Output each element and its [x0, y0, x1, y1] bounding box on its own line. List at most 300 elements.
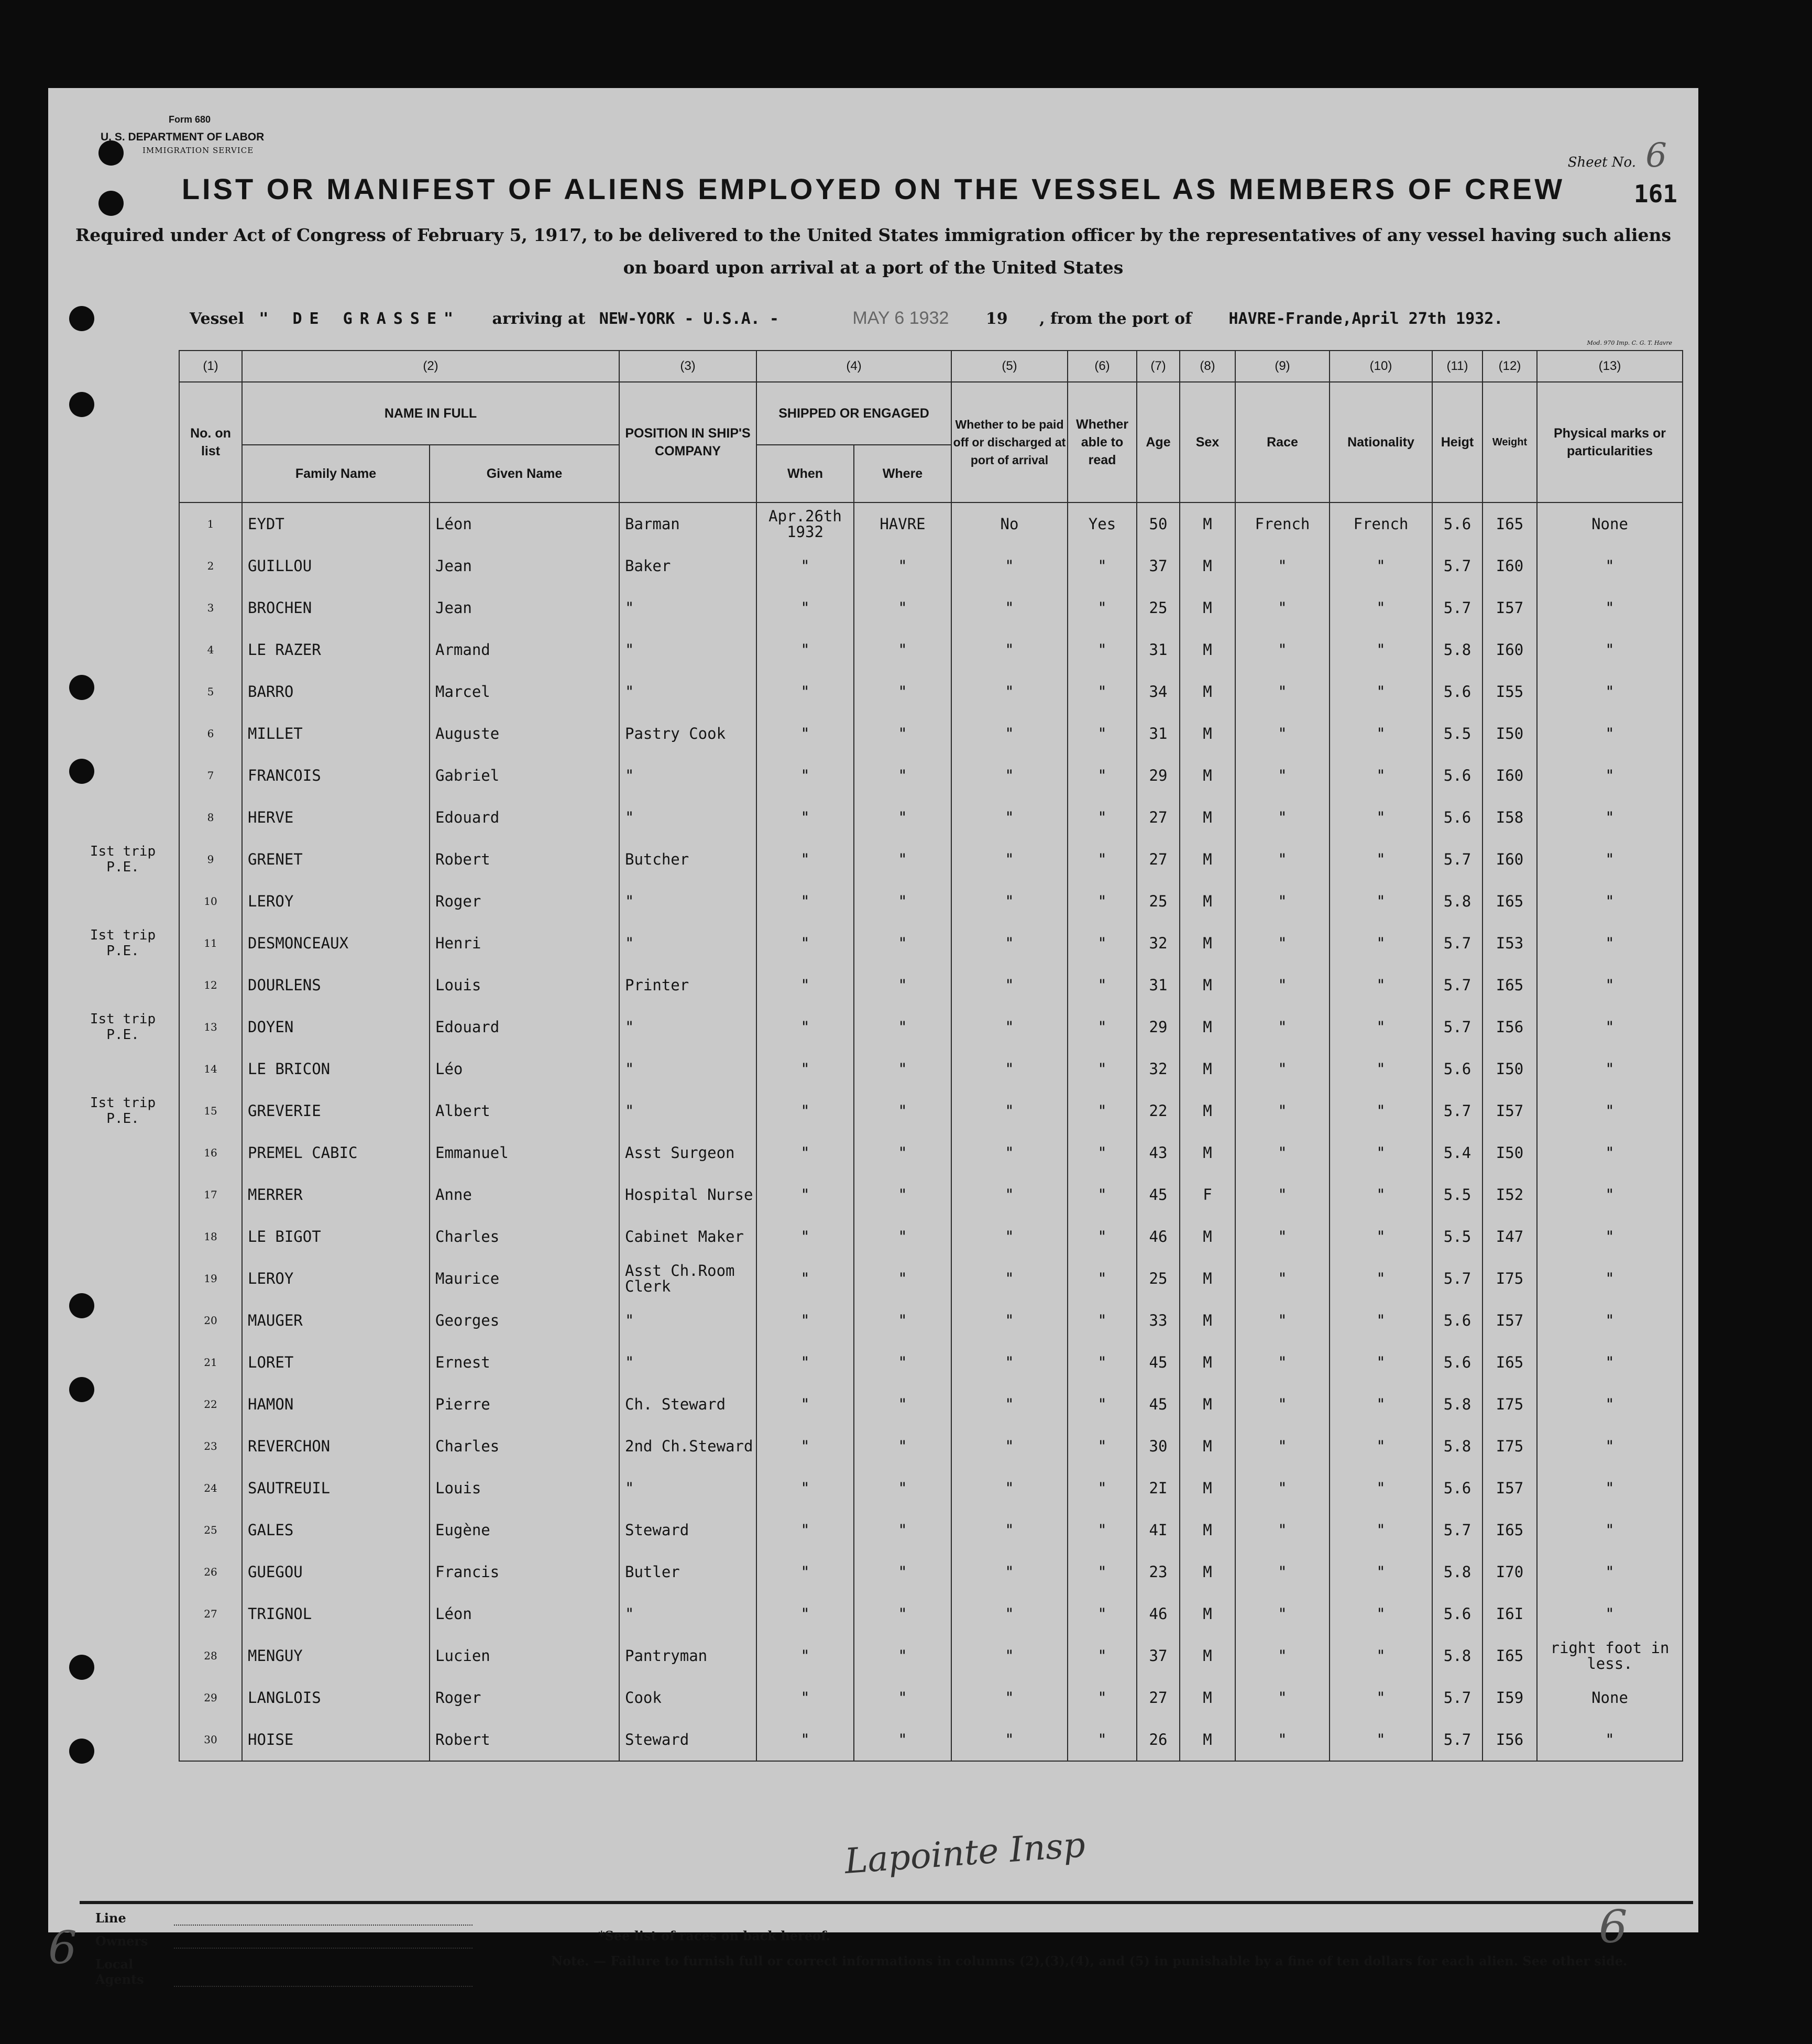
header-given-name: Given Name [430, 445, 619, 502]
family-name: HAMON [242, 1383, 430, 1425]
nationality: " [1330, 1593, 1432, 1635]
margin-note [64, 880, 179, 922]
physical-marks: right foot in less. [1537, 1635, 1683, 1677]
nationality: " [1330, 1719, 1432, 1761]
shipped-when: " [756, 1132, 854, 1174]
crew-rows [64, 502, 1683, 1761]
height: 5.4 [1432, 1132, 1482, 1174]
height: 5.7 [1432, 1258, 1482, 1299]
shipped-where: " [854, 1174, 951, 1216]
arriving-port: NEW-YORK - U.S.A. - [599, 310, 779, 328]
race: " [1235, 1216, 1330, 1258]
row-number: 29 [179, 1677, 242, 1719]
table-row [64, 880, 1683, 922]
shipped-where: " [854, 1635, 951, 1677]
position: Butcher [619, 838, 756, 880]
height: 5.6 [1432, 796, 1482, 838]
row-number: 2 [179, 545, 242, 587]
physical-marks: " [1537, 1048, 1683, 1090]
row-number: 17 [179, 1174, 242, 1216]
nationality: " [1330, 1425, 1432, 1467]
nationality: French [1330, 502, 1432, 545]
sex: M [1180, 1006, 1235, 1048]
position: Pantryman [619, 1635, 756, 1677]
given-name: Louis [430, 964, 619, 1006]
height: 5.5 [1432, 713, 1482, 755]
given-name: Pierre [430, 1383, 619, 1425]
family-name: FRANCOIS [242, 755, 430, 796]
given-name: Roger [430, 1677, 619, 1719]
height: 5.6 [1432, 1299, 1482, 1341]
able-to-read: " [1068, 1719, 1137, 1761]
header-race: Race [1235, 382, 1330, 502]
race: " [1235, 1090, 1330, 1132]
position: Asst Surgeon [619, 1132, 756, 1174]
row-number: 18 [179, 1216, 242, 1258]
sex: M [1180, 587, 1235, 629]
age: 46 [1137, 1216, 1180, 1258]
nationality: " [1330, 1551, 1432, 1593]
height: 5.7 [1432, 922, 1482, 964]
age: 32 [1137, 922, 1180, 964]
nationality: " [1330, 1048, 1432, 1090]
sex: M [1180, 1425, 1235, 1467]
age: 31 [1137, 964, 1180, 1006]
shipped-where: " [854, 1551, 951, 1593]
family-name: LEROY [242, 1258, 430, 1299]
height: 5.8 [1432, 1383, 1482, 1425]
given-name: Léon [430, 502, 619, 545]
weight: I59 [1482, 1677, 1537, 1719]
position: Steward [619, 1719, 756, 1761]
paid-off: " [951, 1299, 1068, 1341]
table-row [64, 1551, 1683, 1593]
paid-off: " [951, 755, 1068, 796]
paid-off: " [951, 1719, 1068, 1761]
height: 5.8 [1432, 1635, 1482, 1677]
paid-off: " [951, 671, 1068, 713]
sex: M [1180, 1635, 1235, 1677]
weight: I60 [1482, 755, 1537, 796]
position: " [619, 922, 756, 964]
given-name: Jean [430, 587, 619, 629]
sex: M [1180, 1719, 1235, 1761]
age: 27 [1137, 838, 1180, 880]
table-row [64, 1048, 1683, 1090]
given-name: Georges [430, 1299, 619, 1341]
race: " [1235, 964, 1330, 1006]
header-able-to-read: Whether able to read [1068, 382, 1137, 502]
race: " [1235, 1635, 1330, 1677]
sheet-label: Sheet No. [1567, 155, 1637, 170]
age: 31 [1137, 713, 1180, 755]
nationality: " [1330, 629, 1432, 671]
family-name: LEROY [242, 880, 430, 922]
family-name: GUILLOU [242, 545, 430, 587]
row-number: 7 [179, 755, 242, 796]
able-to-read: " [1068, 1216, 1137, 1258]
footer-line [95, 1910, 473, 1926]
row-number: 24 [179, 1467, 242, 1509]
height: 5.6 [1432, 755, 1482, 796]
given-name: Charles [430, 1216, 619, 1258]
nationality: " [1330, 755, 1432, 796]
family-name: DESMONCEAUX [242, 922, 430, 964]
shipped-when: " [756, 1425, 854, 1467]
shipped-when: " [756, 838, 854, 880]
given-name: Louis [430, 1467, 619, 1509]
shipped-when: " [756, 1090, 854, 1132]
able-to-read: " [1068, 1090, 1137, 1132]
shipped-where: " [854, 1467, 951, 1509]
sex: M [1180, 502, 1235, 545]
age: 22 [1137, 1090, 1180, 1132]
weight: I53 [1482, 922, 1537, 964]
family-name: LE RAZER [242, 629, 430, 671]
physical-marks: " [1537, 796, 1683, 838]
position: Cook [619, 1677, 756, 1719]
owners-label: Owners [95, 1933, 148, 1949]
sex: M [1180, 880, 1235, 922]
shipped-when: " [756, 755, 854, 796]
height: 5.7 [1432, 1719, 1482, 1761]
position: " [619, 629, 756, 671]
given-name: Léon [430, 1593, 619, 1635]
row-number: 10 [179, 880, 242, 922]
shipped-when: " [756, 1341, 854, 1383]
paid-off: " [951, 1258, 1068, 1299]
physical-marks: " [1537, 1467, 1683, 1509]
row-number: 5 [179, 671, 242, 713]
shipped-where: " [854, 880, 951, 922]
height: 5.6 [1432, 1341, 1482, 1383]
table-row [64, 1383, 1683, 1425]
table-row [64, 1635, 1683, 1677]
paid-off: " [951, 629, 1068, 671]
given-name: Léo [430, 1048, 619, 1090]
nationality: " [1330, 1006, 1432, 1048]
shipped-when: " [756, 713, 854, 755]
age: 43 [1137, 1132, 1180, 1174]
weight: I55 [1482, 671, 1537, 713]
height: 5.8 [1432, 880, 1482, 922]
nationality: " [1330, 796, 1432, 838]
col-num-4: (4) [756, 351, 951, 382]
able-to-read: " [1068, 671, 1137, 713]
able-to-read: " [1068, 880, 1137, 922]
row-number: 19 [179, 1258, 242, 1299]
given-name: Robert [430, 1719, 619, 1761]
from-port: HAVRE-Frande,April 27th 1932. [1228, 310, 1503, 328]
family-name: MILLET [242, 713, 430, 755]
row-number: 28 [179, 1635, 242, 1677]
able-to-read: " [1068, 1635, 1137, 1677]
race: " [1235, 1425, 1330, 1467]
margin-note [64, 1551, 179, 1593]
header-no-on-list: No. on list [179, 382, 242, 502]
sex: F [1180, 1174, 1235, 1216]
shipped-when: " [756, 796, 854, 838]
row-number: 14 [179, 1048, 242, 1090]
shipped-when: " [756, 1677, 854, 1719]
header-when: When [756, 445, 854, 502]
height: 5.7 [1432, 1090, 1482, 1132]
table-row [64, 671, 1683, 713]
margin-note [64, 1593, 179, 1635]
family-name: GREVERIE [242, 1090, 430, 1132]
margin-note [64, 1677, 179, 1719]
weight: I50 [1482, 713, 1537, 755]
table-row [64, 796, 1683, 838]
row-number: 27 [179, 1593, 242, 1635]
table-row [64, 1132, 1683, 1174]
position: " [619, 755, 756, 796]
row-number: 30 [179, 1719, 242, 1761]
family-name: LORET [242, 1341, 430, 1383]
col-num-6: (6) [1068, 351, 1137, 382]
given-name: Maurice [430, 1258, 619, 1299]
paid-off: " [951, 587, 1068, 629]
nationality: " [1330, 1467, 1432, 1509]
shipped-when: " [756, 964, 854, 1006]
sheet-number: 6 [1645, 136, 1667, 175]
family-name: BROCHEN [242, 587, 430, 629]
nationality: " [1330, 587, 1432, 629]
header-age: Age [1137, 382, 1180, 502]
position: Asst Ch.Room Clerk [619, 1258, 756, 1299]
paid-off: " [951, 1593, 1068, 1635]
shipped-when: " [756, 922, 854, 964]
family-name: MERRER [242, 1174, 430, 1216]
physical-marks: " [1537, 1341, 1683, 1383]
height: 5.6 [1432, 1593, 1482, 1635]
shipped-when: " [756, 587, 854, 629]
race: " [1235, 587, 1330, 629]
shipped-when: " [756, 545, 854, 587]
weight: I60 [1482, 545, 1537, 587]
date-stamp: MAY 6 1932 [852, 308, 949, 328]
table-row [64, 1090, 1683, 1132]
position: " [619, 1090, 756, 1132]
physical-marks: " [1537, 629, 1683, 671]
position: Pastry Cook [619, 713, 756, 755]
physical-marks: None [1537, 1677, 1683, 1719]
given-name: Auguste [430, 713, 619, 755]
family-name: BARRO [242, 671, 430, 713]
punch-hole [69, 306, 94, 331]
margin-note [64, 1383, 179, 1425]
paid-off: No [951, 502, 1068, 545]
shipped-when: " [756, 1551, 854, 1593]
race: " [1235, 713, 1330, 755]
row-number: 6 [179, 713, 242, 755]
table-row [64, 502, 1683, 545]
given-name: Emmanuel [430, 1132, 619, 1174]
physical-marks: " [1537, 587, 1683, 629]
margin-note [64, 1132, 179, 1174]
weight: I75 [1482, 1383, 1537, 1425]
table-row [64, 629, 1683, 671]
age: 50 [1137, 502, 1180, 545]
header-position: POSITION IN SHIP'S COMPANY [619, 382, 756, 502]
weight: I57 [1482, 1090, 1537, 1132]
col-num-3: (3) [619, 351, 756, 382]
row-number: 3 [179, 587, 242, 629]
race: " [1235, 838, 1330, 880]
age: 29 [1137, 1006, 1180, 1048]
physical-marks: " [1537, 671, 1683, 713]
sex: M [1180, 1132, 1235, 1174]
print-mark: Mod. 970 Imp. C. G. T. Havre [1587, 340, 1672, 346]
height: 5.5 [1432, 1174, 1482, 1216]
weight: I60 [1482, 629, 1537, 671]
age: 25 [1137, 880, 1180, 922]
position: 2nd Ch.Steward [619, 1425, 756, 1467]
height: 5.7 [1432, 545, 1482, 587]
shipped-when: " [756, 880, 854, 922]
shipped-where: " [854, 838, 951, 880]
paid-off: " [951, 545, 1068, 587]
shipped-where: " [854, 1132, 951, 1174]
table-row [64, 1174, 1683, 1216]
paid-off: " [951, 1383, 1068, 1425]
row-number: 22 [179, 1383, 242, 1425]
age: 27 [1137, 796, 1180, 838]
able-to-read: " [1068, 713, 1137, 755]
age: 34 [1137, 671, 1180, 713]
header-weight: Weight [1482, 382, 1537, 502]
nationality: " [1330, 1509, 1432, 1551]
margin-note [64, 964, 179, 1006]
paid-off: " [951, 1677, 1068, 1719]
row-number: 11 [179, 922, 242, 964]
col-num-9: (9) [1235, 351, 1330, 382]
race: " [1235, 755, 1330, 796]
physical-marks: " [1537, 1509, 1683, 1551]
position: Ch. Steward [619, 1383, 756, 1425]
weight: I56 [1482, 1719, 1537, 1761]
table-row [64, 838, 1683, 880]
position: " [619, 796, 756, 838]
shipped-when: " [756, 1509, 854, 1551]
margin-note [64, 671, 179, 713]
shipped-when: " [756, 1593, 854, 1635]
physical-marks: " [1537, 1551, 1683, 1593]
stamp-number: 161 [1633, 180, 1677, 208]
paid-off: " [951, 1216, 1068, 1258]
age: 2I [1137, 1467, 1180, 1509]
margin-note [64, 713, 179, 755]
shipped-when: " [756, 671, 854, 713]
shipped-where: " [854, 1090, 951, 1132]
sex: M [1180, 1509, 1235, 1551]
race: " [1235, 922, 1330, 964]
physical-marks: " [1537, 838, 1683, 880]
table-row [64, 1593, 1683, 1635]
given-name: Gabriel [430, 755, 619, 796]
age: 4I [1137, 1509, 1180, 1551]
header-nationality: Nationality [1330, 382, 1432, 502]
family-name: TRIGNOL [242, 1593, 430, 1635]
shipped-when: " [756, 1635, 854, 1677]
position: Cabinet Maker [619, 1216, 756, 1258]
sex: M [1180, 1048, 1235, 1090]
given-name: Armand [430, 629, 619, 671]
margin-note [64, 1258, 179, 1299]
paid-off: " [951, 1425, 1068, 1467]
col-num-11: (11) [1432, 351, 1482, 382]
shipped-where: " [854, 1593, 951, 1635]
height: 5.7 [1432, 964, 1482, 1006]
paid-off: " [951, 1090, 1068, 1132]
shipped-where: " [854, 545, 951, 587]
margin-note [64, 587, 179, 629]
service-name: IMMIGRATION SERVICE [142, 146, 254, 155]
race: " [1235, 1174, 1330, 1216]
weight: I57 [1482, 587, 1537, 629]
sex: M [1180, 1677, 1235, 1719]
nationality: " [1330, 1299, 1432, 1341]
able-to-read: " [1068, 1132, 1137, 1174]
row-number: 4 [179, 629, 242, 671]
age: 29 [1137, 755, 1180, 796]
given-name: Francis [430, 1551, 619, 1593]
margin-note [64, 1635, 179, 1677]
given-name: Charles [430, 1425, 619, 1467]
family-name: GALES [242, 1509, 430, 1551]
shipped-when: " [756, 629, 854, 671]
able-to-read: " [1068, 838, 1137, 880]
nationality: " [1330, 671, 1432, 713]
race: " [1235, 1383, 1330, 1425]
col-num-10: (10) [1330, 351, 1432, 382]
position: " [619, 1467, 756, 1509]
able-to-read: " [1068, 755, 1137, 796]
position: " [619, 671, 756, 713]
weight: I65 [1482, 502, 1537, 545]
weight: I65 [1482, 1509, 1537, 1551]
able-to-read: " [1068, 1467, 1137, 1509]
shipped-when: " [756, 1719, 854, 1761]
height: 5.8 [1432, 629, 1482, 671]
table-row [64, 964, 1683, 1006]
arriving-label: arriving at [492, 310, 586, 328]
given-name: Edouard [430, 1006, 619, 1048]
height: 5.7 [1432, 838, 1482, 880]
race: " [1235, 1677, 1330, 1719]
margin-note [64, 629, 179, 671]
margin-note [64, 1425, 179, 1467]
race: " [1235, 629, 1330, 671]
given-name: Marcel [430, 671, 619, 713]
col-num-7: (7) [1137, 351, 1180, 382]
table-row [64, 1258, 1683, 1299]
margin-note [64, 545, 179, 587]
given-name: Albert [430, 1090, 619, 1132]
physical-marks: " [1537, 1132, 1683, 1174]
position: " [619, 1299, 756, 1341]
physical-marks: " [1537, 545, 1683, 587]
sex: M [1180, 1299, 1235, 1341]
sex: M [1180, 838, 1235, 880]
height: 5.7 [1432, 1006, 1482, 1048]
weight: I57 [1482, 1299, 1537, 1341]
shipped-where: HAVRE [854, 502, 951, 545]
shipped-where: " [854, 671, 951, 713]
sheet-number-block [1568, 136, 1667, 175]
shipped-when: " [756, 1048, 854, 1090]
age: 37 [1137, 1635, 1180, 1677]
